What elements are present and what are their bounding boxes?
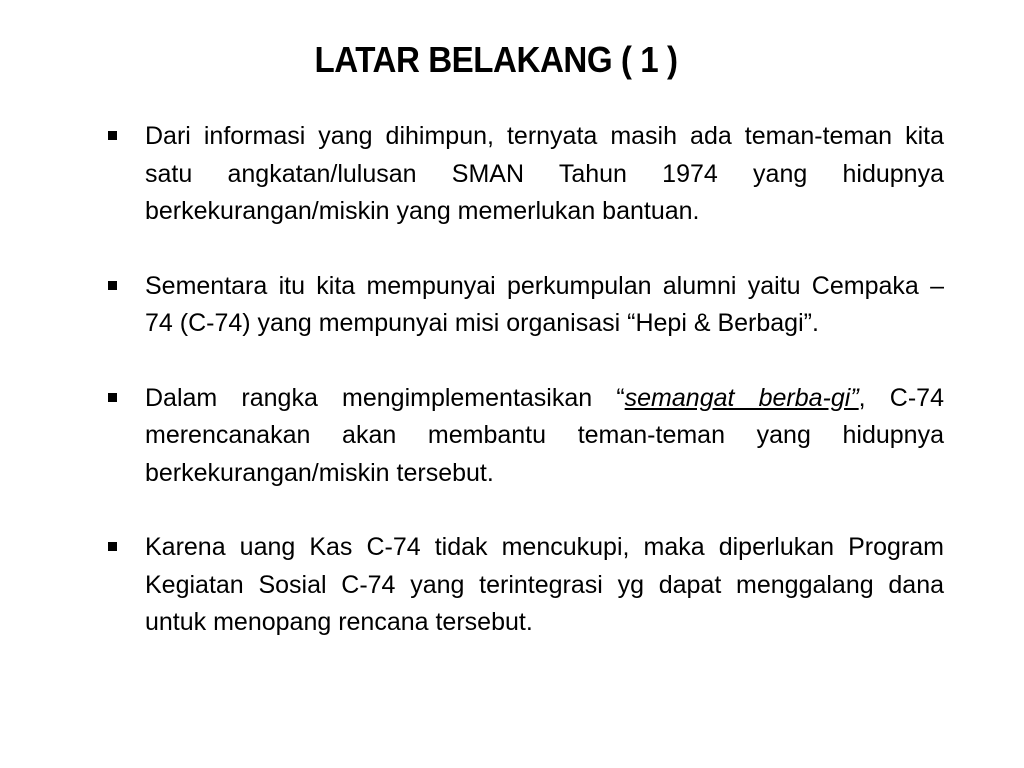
square-bullet-icon	[108, 542, 117, 551]
square-bullet-icon	[108, 281, 117, 290]
bullet-list	[108, 118, 944, 679]
bullet-text-3-after: , C-74 merencanakan akan membantu teman-teman yang hidupnya berkekurangan/miskin tersebut.	[145, 383, 944, 487]
bullet-item-3	[108, 380, 944, 493]
bullet-text-2: Sementara itu kita mempunyai perkumpulan alumni yaitu Cempaka – 74 (C-74) yang mempunyai misi organisasi “Hepi & Berbagi”.	[145, 271, 944, 337]
square-bullet-icon	[108, 131, 117, 140]
bullet-item-2	[108, 268, 944, 343]
bullet-text-4: Karena uang Kas C-74 tidak mencukupi, maka diperlukan Program Kegiatan Sosial C-74 yang terintegrasi yg dapat menggalang dana untuk menopang rencana tersebut.	[145, 533, 944, 636]
bullet-text-3-before: Dalam rangka mengimplementasikan “	[145, 383, 625, 412]
slide-title: LATAR BELAKANG ( 1 )	[314, 39, 678, 80]
bullet-item-4	[108, 529, 944, 642]
bullet-text-1: Dari informasi yang dihimpun, ternyata masih ada teman-teman kita satu angkatan/lulusan SMAN Tahun 1974 yang hidupnya berkekurangan/miskin yang memerlukan bantuan.	[145, 122, 944, 225]
square-bullet-icon	[108, 393, 117, 402]
bullet-text-3-emphasis: semangat berba-gi”	[624, 383, 859, 412]
bullet-item-1	[108, 118, 944, 231]
